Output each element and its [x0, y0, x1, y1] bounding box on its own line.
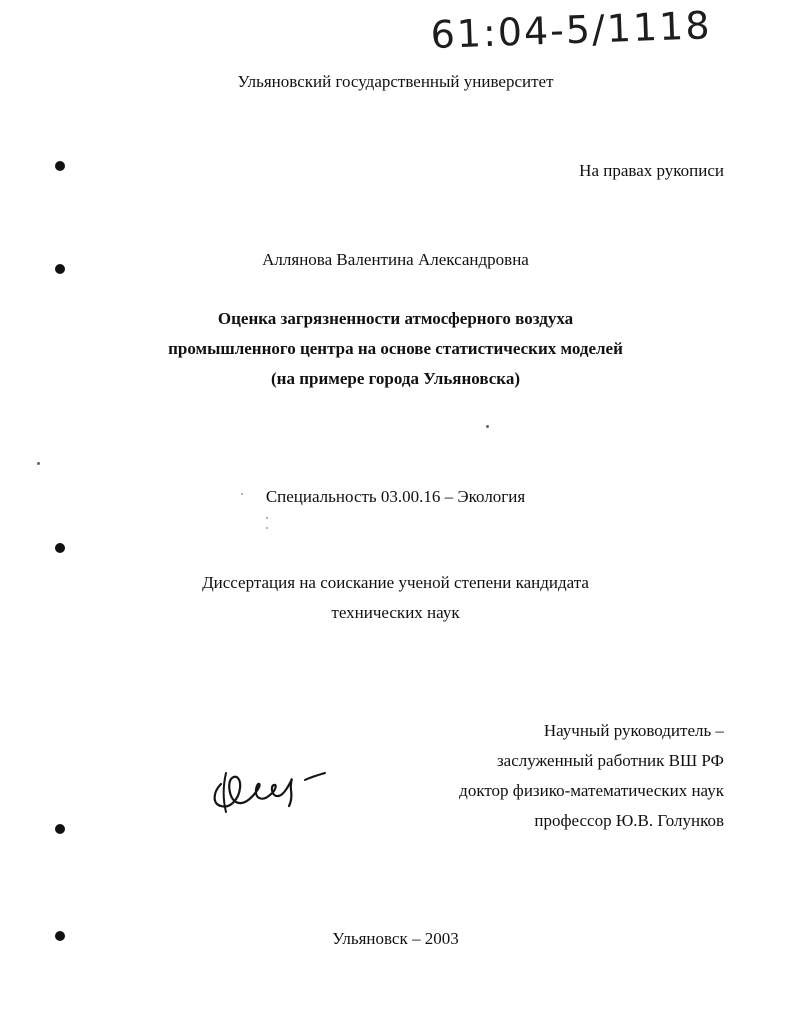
degree-line-1: Диссертация на соискание ученой степени кандидата — [202, 573, 589, 592]
binding-hole-mark — [55, 931, 65, 941]
dissertation-title-line-1: Оценка загрязненности атмосферного воздуха — [217, 309, 574, 328]
scan-speck — [486, 425, 489, 428]
scan-speck — [37, 462, 40, 465]
place-year: Ульяновск – 2003 — [332, 929, 459, 948]
supervisor-line-1: Научный руководитель – — [543, 721, 724, 740]
scan-speck — [266, 517, 268, 519]
university-name: Ульяновский государственный университет — [237, 72, 554, 91]
dissertation-title-line-2: промышленного центра на основе статистических моделей — [168, 339, 623, 358]
binding-hole-mark — [55, 161, 65, 171]
supervisor-line-2: заслуженный работник ВШ РФ — [496, 751, 724, 770]
binding-hole-mark — [55, 543, 65, 553]
scan-speck — [241, 493, 243, 495]
binding-hole-mark — [55, 264, 65, 274]
specialty-line: Специальность 03.00.16 – Экология — [265, 487, 526, 506]
binding-hole-mark — [55, 824, 65, 834]
degree-line-2: технических наук — [331, 603, 460, 622]
handwritten-signature — [205, 755, 330, 825]
handwritten-archive-number: 61:04-5/1118 — [429, 3, 713, 57]
scan-speck — [266, 527, 268, 529]
dissertation-title-line-3: (на примере города Ульяновска) — [270, 369, 521, 388]
author-name: Аллянова Валентина Александровна — [262, 250, 529, 269]
supervisor-line-3: доктор физико-математических наук — [459, 781, 724, 800]
rights-note: На правах рукописи — [579, 161, 724, 180]
supervisor-line-4: профессор Ю.В. Голунков — [534, 811, 724, 830]
